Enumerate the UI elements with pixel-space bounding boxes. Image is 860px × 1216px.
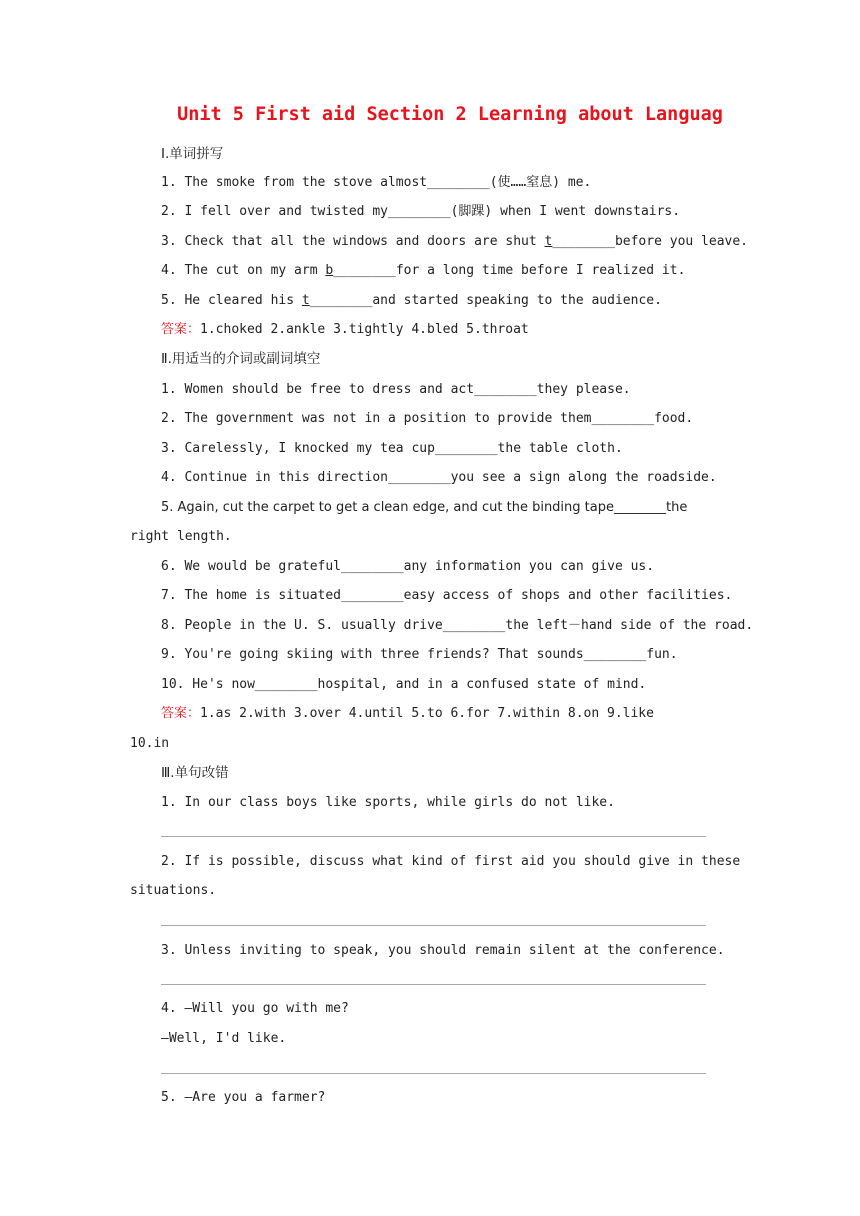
item-text: 4. The cut on my arm <box>161 263 326 278</box>
section2-item-2: 2. The government was not in a position to provide them________food. <box>161 411 694 426</box>
section1-item-4 <box>161 262 685 280</box>
section3-heading: Ⅲ.单句改错 <box>161 765 229 781</box>
section3-item-2: 2. If is possible, discuss what kind of first aid you should give in these <box>161 854 741 869</box>
section1-item-1: 1. The smoke from the stove almost________(使……窒息) me. <box>161 175 592 190</box>
section2-answer-cont: 10.in <box>130 736 170 751</box>
section3-item-4-reply: —Well, I'd like. <box>161 1031 287 1046</box>
section2-item-5: 5. Again, cut the carpet to get a clean edge, and cut the binding tape________the <box>161 500 688 515</box>
section2-item-6: 6. We would be grateful________any information you can give us. <box>161 559 655 574</box>
section2-item-4: 4. Continue in this direction________you see a sign along the roadside. <box>161 470 717 485</box>
section2-answer <box>161 705 654 723</box>
section2-item-9: 9. You're going skiing with three friends? That sounds________fun. <box>161 647 678 662</box>
section3-item-4: 4. —Will you go with me? <box>161 1001 349 1016</box>
answer-text: 1.choked 2.ankle 3.tightly 4.bled 5.throat <box>200 322 529 337</box>
answer-line <box>161 836 706 837</box>
section2-item-8: 8. People in the U. S. usually drive________the left－hand side of the road. <box>161 618 754 633</box>
section2-heading: Ⅱ.用适当的介词或副词填空 <box>161 351 321 367</box>
item-text: 3. Check that all the windows and doors are shut <box>161 234 545 249</box>
section3-item-2-cont: situations. <box>130 883 217 898</box>
item-text: ________and started speaking to the audience. <box>309 293 662 308</box>
section3-item-5: 5. —Are you a farmer? <box>161 1090 326 1105</box>
answer-line <box>161 1073 706 1074</box>
hint-letter: b <box>325 263 334 278</box>
page-title: Unit 5 First aid Section 2 Learning about Languag <box>177 104 723 125</box>
answer-label: 答案： <box>161 706 201 721</box>
item-text: 5. He cleared his <box>161 293 302 308</box>
item-text: ________for a long time before I realized it. <box>333 263 686 278</box>
item-text: ________before you leave. <box>552 234 749 249</box>
answer-line <box>161 925 706 926</box>
section3-item-3: 3. Unless inviting to speak, you should remain silent at the conference. <box>161 943 725 958</box>
section2-item-3: 3. Carelessly, I knocked my tea cup________the table cloth. <box>161 441 623 456</box>
hint-letter: t <box>544 234 553 249</box>
section2-item-10: 10. He's now________hospital, and in a confused state of mind. <box>161 677 647 692</box>
hint-letter: t <box>301 293 310 308</box>
section1-item-2: 2. I fell over and twisted my________(脚踝) when I went downstairs. <box>161 204 681 219</box>
section2-item-5-cont: right length. <box>130 529 232 544</box>
section3-item-1: 1. In our class boys like sports, while girls do not like. <box>161 795 615 810</box>
section1-item-5 <box>161 292 662 310</box>
section1-heading: Ⅰ.单词拼写 <box>161 146 224 162</box>
section1-answer <box>161 321 529 339</box>
answer-line <box>161 984 706 985</box>
answer-text: 1.as 2.with 3.over 4.until 5.to 6.for 7.within 8.on 9.like <box>200 706 654 721</box>
answer-label: 答案： <box>161 322 201 337</box>
section1-item-3 <box>161 233 748 251</box>
section2-item-7: 7. The home is situated________easy access of shops and other facilities. <box>161 588 733 603</box>
section2-item-1: 1. Women should be free to dress and act________they please. <box>161 382 631 397</box>
